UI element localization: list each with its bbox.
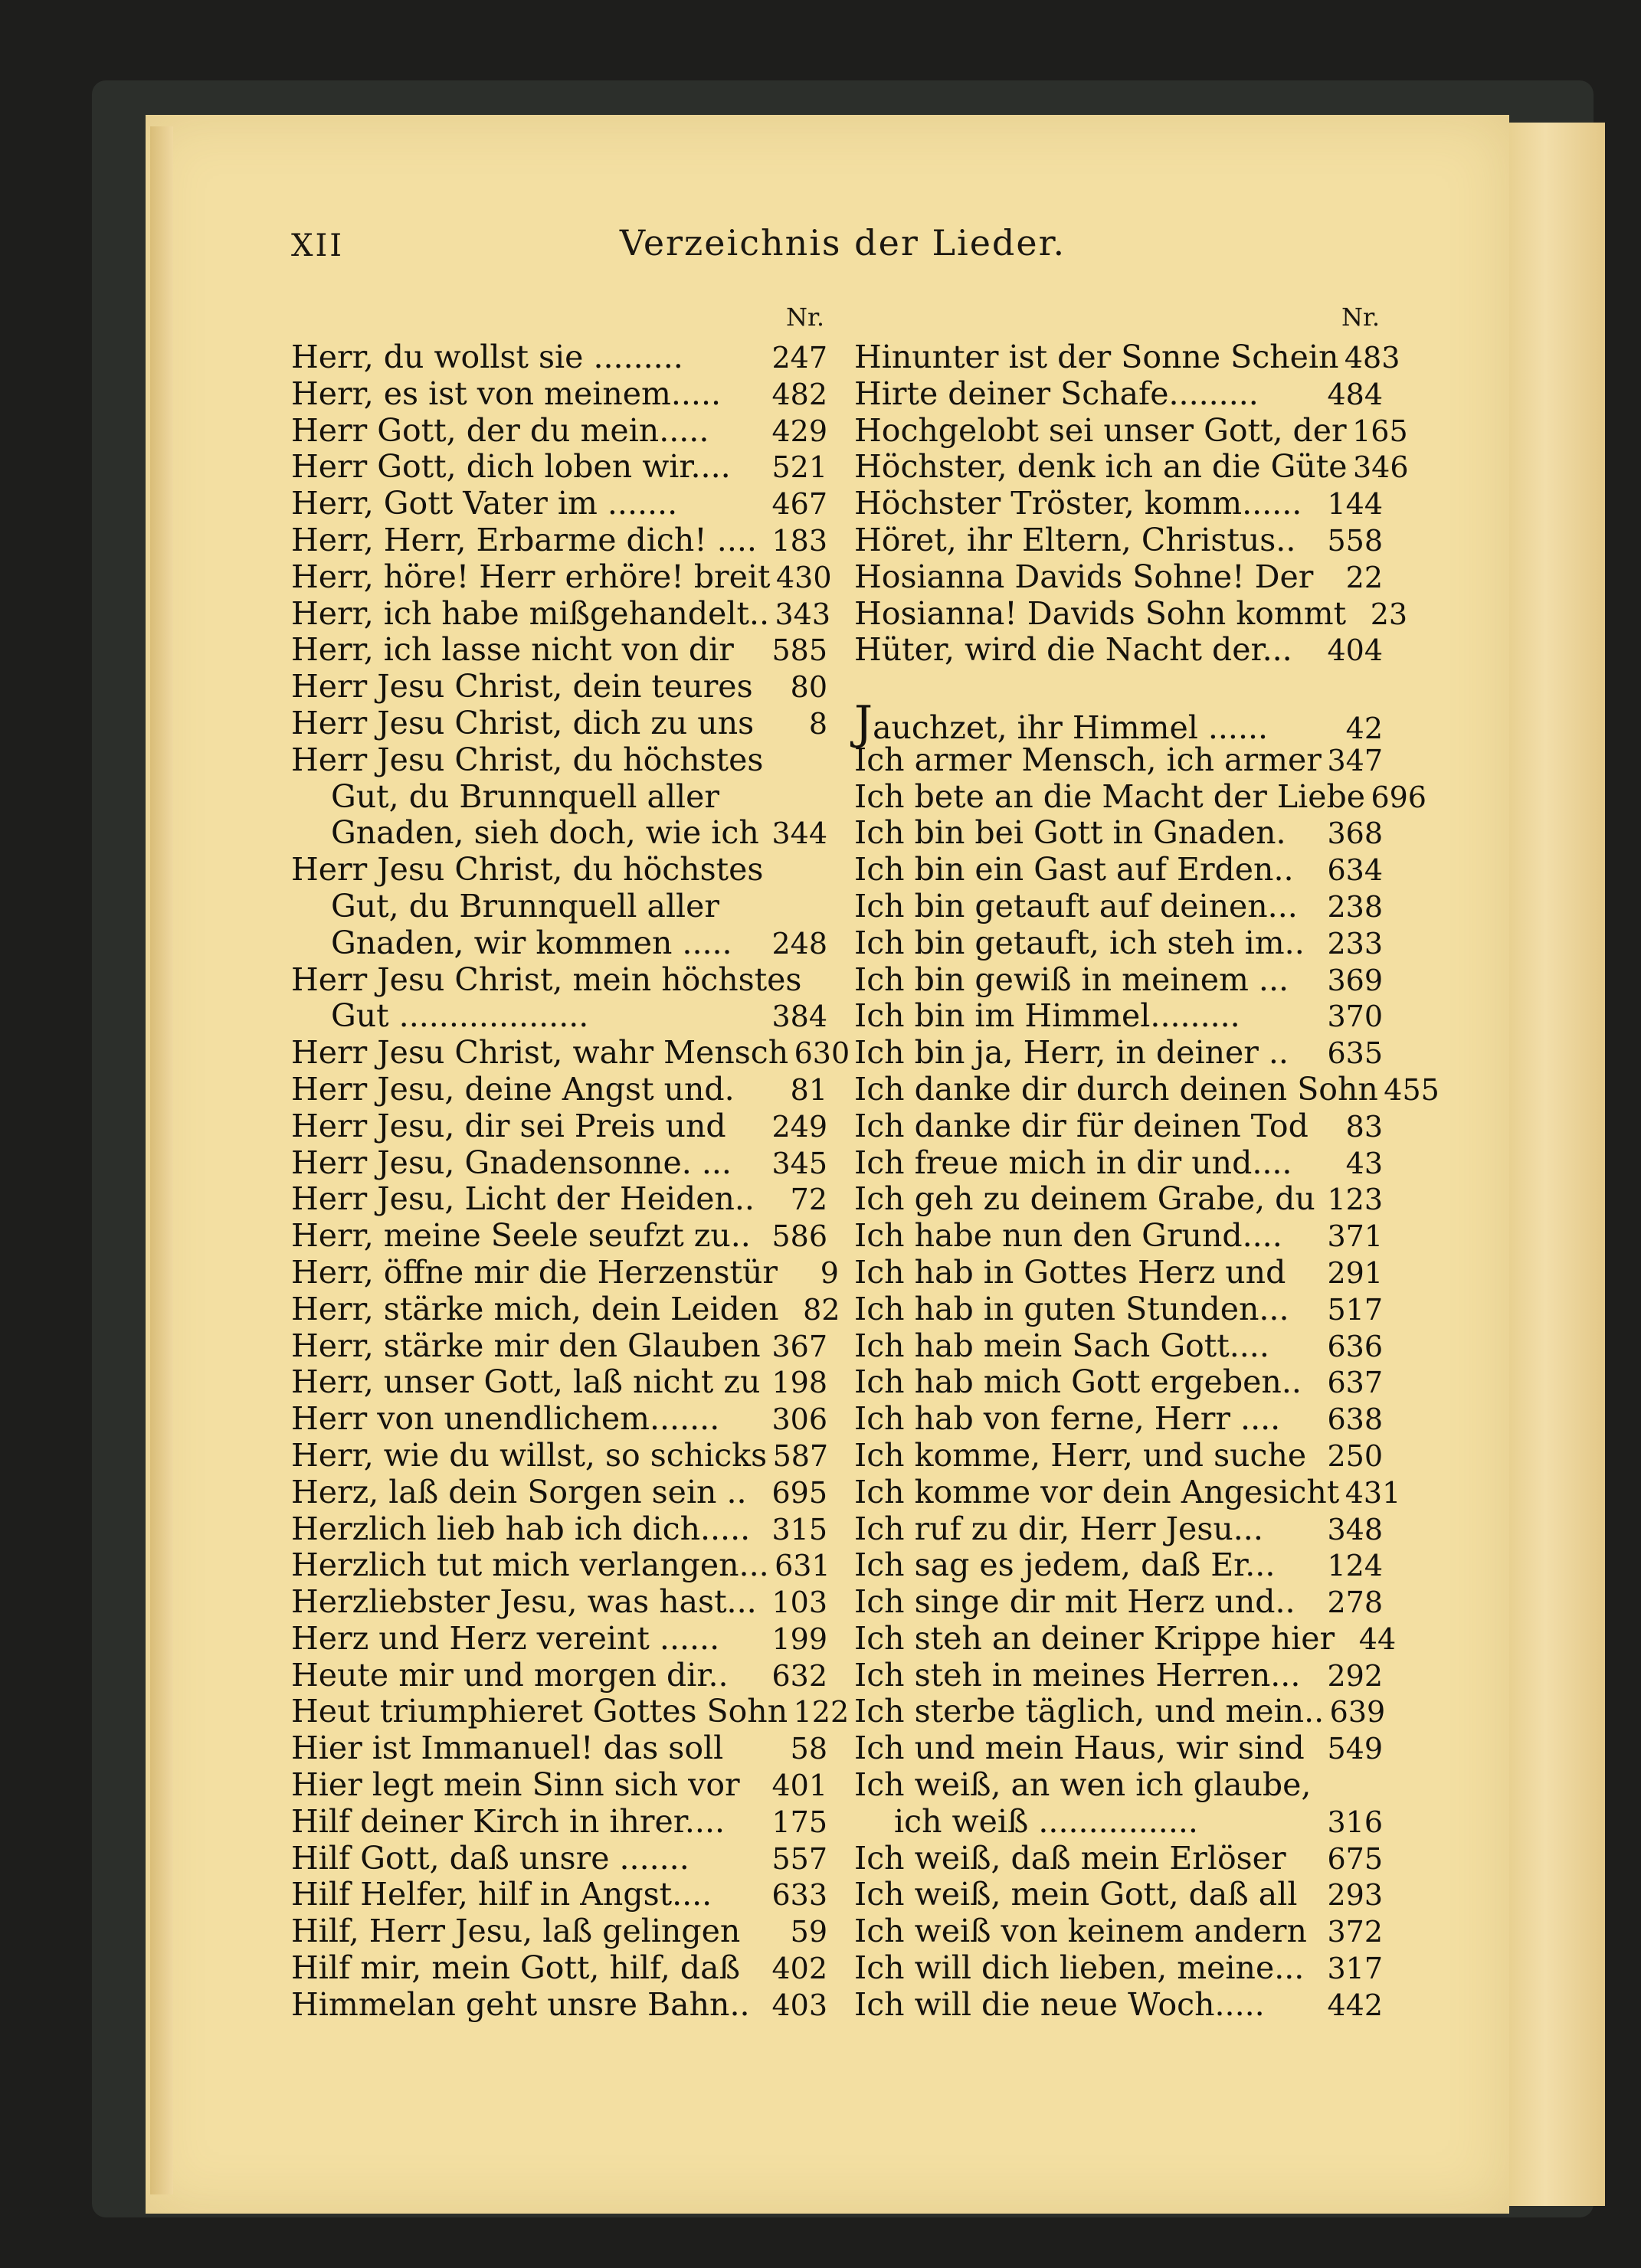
hymn-title: Ich hab in Gottes Herz und xyxy=(854,1253,1286,1291)
hymn-title: Ich steh an deiner Krippe hier xyxy=(854,1619,1335,1657)
index-entry xyxy=(854,1181,1383,1218)
hymn-title: Herr Gott, dich loben wir.... xyxy=(291,448,731,486)
hymn-title: Hilf deiner Kirch in ihrer.... xyxy=(291,1802,726,1840)
index-entry xyxy=(854,486,1383,522)
index-entry xyxy=(291,925,827,962)
hymn-title: Gut, du Brunnquell aller xyxy=(331,777,720,815)
hymn-number: 9 xyxy=(820,1255,839,1290)
index-entry xyxy=(854,1619,1397,1658)
index-entry xyxy=(854,1255,1383,1291)
hymn-number: 369 xyxy=(1327,963,1383,997)
hymn-title: Hüter, wird die Nacht der... xyxy=(854,631,1292,669)
hymn-number: 175 xyxy=(771,1805,827,1839)
hymn-number: 278 xyxy=(1327,1586,1383,1620)
index-entry xyxy=(291,1841,827,1877)
index-entry xyxy=(854,1364,1383,1401)
hymn-number: 346 xyxy=(1352,450,1409,485)
index-entry xyxy=(291,1621,827,1658)
hymn-number: 72 xyxy=(790,1183,827,1217)
hymn-number: 696 xyxy=(1371,780,1426,814)
hymn-number: 637 xyxy=(1327,1366,1383,1400)
hymn-number: 43 xyxy=(1345,1146,1383,1180)
hymn-number: 144 xyxy=(1327,487,1383,522)
index-entry xyxy=(291,1987,827,2024)
page-title: Verzeichnis der Lieder. xyxy=(619,222,1066,263)
index-entry xyxy=(854,1767,1383,1804)
hymn-number: 293 xyxy=(1327,1878,1383,1913)
index-column-right xyxy=(854,303,1440,2024)
hymn-title: Ich sterbe täglich, und mein.. xyxy=(854,1693,1325,1730)
hymn-title: Hier ist Immanuel! das soll xyxy=(291,1730,724,1767)
index-entry xyxy=(854,594,1408,633)
index-entry xyxy=(854,1693,1386,1730)
hymn-number: 695 xyxy=(771,1475,827,1510)
hymn-title: Gut ................... xyxy=(331,997,589,1035)
hymn-title: Herr Jesu, Licht der Heiden.. xyxy=(291,1180,755,1218)
hymn-title: Herr, Gott Vater im ....... xyxy=(291,485,678,522)
hymn-number: 347 xyxy=(1327,743,1383,777)
hymn-number: 558 xyxy=(1327,523,1383,558)
hymn-title: Hilf Helfer, hilf in Angst.... xyxy=(291,1876,712,1913)
index-entry xyxy=(291,1730,827,1767)
index-entry xyxy=(854,1730,1383,1767)
hymn-title: Ich hab mich Gott ergeben.. xyxy=(854,1363,1302,1401)
hymn-title: Höchster, denk ich an die Güte xyxy=(854,448,1348,486)
hymn-title: Ich bete an die Macht der Liebe xyxy=(854,777,1365,815)
index-entry xyxy=(854,852,1383,889)
index-entry xyxy=(291,705,827,742)
hymn-number: 81 xyxy=(790,1072,827,1107)
hymn-title: Herr Jesu Christ, du höchstes xyxy=(291,851,764,889)
hymn-title: Ich bin ein Gast auf Erden.. xyxy=(854,851,1294,889)
index-entry xyxy=(854,522,1383,559)
index-entry xyxy=(291,413,827,450)
next-page-edge xyxy=(1505,123,1605,2206)
hymn-number: 401 xyxy=(771,1769,827,1803)
index-entry xyxy=(854,1547,1383,1584)
hymn-number: 199 xyxy=(771,1622,827,1656)
index-entry xyxy=(291,852,827,889)
hymn-title: Herr Jesu, dir sei Preis und xyxy=(291,1107,726,1144)
hymn-number: 371 xyxy=(1327,1219,1383,1254)
hymn-title: Herr Jesu Christ, dein teures xyxy=(291,668,753,705)
hymn-number: 587 xyxy=(772,1438,829,1473)
index-entry xyxy=(854,559,1383,596)
index-entry xyxy=(291,1253,839,1291)
hymn-title: Jauchzet, ihr Himmel ...... xyxy=(854,695,1269,750)
index-entry xyxy=(291,558,832,596)
hymn-number: 44 xyxy=(1358,1622,1397,1656)
index-entry xyxy=(291,1877,827,1913)
index-entry xyxy=(854,815,1383,852)
hymn-number: 317 xyxy=(1327,1952,1383,1986)
index-entry xyxy=(854,339,1400,376)
index-entry xyxy=(854,1511,1383,1548)
hymn-title: Ich sag es jedem, daß Er... xyxy=(854,1546,1276,1584)
hymn-title: Ich geh zu deinem Grabe, du xyxy=(854,1180,1315,1218)
index-entry xyxy=(854,1913,1383,1950)
hymn-title: Ich komme vor dein Angesicht xyxy=(854,1473,1340,1510)
hymn-title: Ich bin gewiß in meinem ... xyxy=(854,961,1289,998)
hymn-title: Ich will dich lieben, meine... xyxy=(854,1949,1305,1987)
hymn-number: 633 xyxy=(771,1878,827,1913)
hymn-number: 123 xyxy=(1327,1183,1383,1217)
hymn-number: 248 xyxy=(771,926,827,961)
hymn-number: 484 xyxy=(1327,377,1383,411)
hymn-number: 238 xyxy=(1327,889,1383,924)
hymn-number: 431 xyxy=(1345,1475,1401,1510)
hymn-title: Hier legt mein Sinn sich vor xyxy=(291,1766,740,1804)
hymn-number: 103 xyxy=(771,1586,827,1620)
hymn-title: Herr, es ist von meinem..... xyxy=(291,375,722,412)
index-entry xyxy=(854,962,1383,999)
index-entry xyxy=(291,1034,850,1072)
hymn-title: Herr, stärke mich, dein Leiden xyxy=(291,1290,779,1327)
index-entry xyxy=(291,1401,827,1438)
index-entry xyxy=(291,1328,827,1365)
hymn-title: Herr Jesu Christ, du höchstes xyxy=(291,741,764,778)
hymn-title: Herr, höre! Herr erhöre! breit xyxy=(291,558,771,595)
hymn-number: 233 xyxy=(1327,926,1383,961)
hymn-title: Ich armer Mensch, ich armer xyxy=(854,741,1322,778)
hymn-title: Herr, wie du willst, so schicks xyxy=(291,1436,768,1474)
index-entry xyxy=(854,411,1408,450)
index-entry xyxy=(291,339,827,376)
index-entry xyxy=(854,889,1383,925)
hymn-title: Ich und mein Haus, wir sind xyxy=(854,1730,1305,1767)
hymn-title: Gnaden, wir kommen ..... xyxy=(331,924,732,961)
hymn-title: Hosianna Davids Sohne! Der xyxy=(854,558,1314,595)
hymn-number: 404 xyxy=(1327,633,1383,668)
index-entry xyxy=(854,1108,1383,1145)
index-entry xyxy=(291,1438,827,1474)
hymn-number: 638 xyxy=(1327,1402,1383,1437)
hymn-title: Herr Jesu Christ, mein höchstes xyxy=(291,961,802,998)
index-entry xyxy=(291,1145,827,1182)
index-entry xyxy=(291,998,827,1035)
hymn-title: Herr, ich lasse nicht von dir xyxy=(291,631,734,669)
hymn-title: Hilf, Herr Jesu, laß gelingen xyxy=(291,1913,741,1950)
hymn-title: Ich hab von ferne, Herr .... xyxy=(854,1400,1281,1438)
hymn-title: Herr Jesu Christ, wahr Mensch xyxy=(291,1034,789,1072)
index-entry xyxy=(291,594,830,633)
hymn-number: 82 xyxy=(803,1292,840,1327)
index-entry xyxy=(854,1145,1383,1182)
index-entry xyxy=(854,1473,1401,1511)
hymn-title: Ich will die neue Woch..... xyxy=(854,1985,1265,2023)
hymn-number: 249 xyxy=(771,1109,827,1144)
index-entry xyxy=(291,742,827,779)
hymn-title: Herzliebster Jesu, was hast... xyxy=(291,1583,757,1621)
index-entry xyxy=(291,449,827,486)
index-entry xyxy=(854,1950,1383,1987)
hymn-number: 83 xyxy=(1345,1109,1383,1144)
hymn-number: 585 xyxy=(771,633,827,668)
index-entry xyxy=(291,1584,827,1621)
hymn-number: 636 xyxy=(1327,1329,1383,1363)
hymn-number: 183 xyxy=(771,523,827,558)
hymn-number: 344 xyxy=(771,817,827,851)
column-nr-label: Nr. xyxy=(786,303,824,332)
index-entry xyxy=(854,742,1383,779)
hymn-title: Herr Jesu, Gnadensonne. ... xyxy=(291,1144,732,1181)
hymn-number: 634 xyxy=(1327,853,1383,888)
index-entry xyxy=(291,1546,830,1584)
hymn-number: 58 xyxy=(790,1732,827,1766)
hymn-title: Ich habe nun den Grund.... xyxy=(854,1217,1282,1255)
hymn-number: 250 xyxy=(1327,1438,1383,1473)
index-entry xyxy=(854,448,1409,486)
hymn-title: Heute mir und morgen dir.. xyxy=(291,1656,729,1694)
index-entry xyxy=(291,1108,827,1145)
index-entry xyxy=(291,1511,827,1548)
index-entry xyxy=(854,1218,1383,1255)
hymn-number: 315 xyxy=(771,1512,827,1546)
hymn-title: Hilf Gott, daß unsre ....... xyxy=(291,1839,689,1877)
hymn-number: 368 xyxy=(1327,817,1383,851)
hymn-number: 630 xyxy=(794,1036,850,1071)
index-entry xyxy=(291,1767,827,1804)
index-entry xyxy=(291,779,827,816)
hymn-number: 165 xyxy=(1352,414,1408,448)
index-entry xyxy=(291,486,827,522)
hymn-number: 631 xyxy=(775,1549,830,1583)
hymn-title: Ich weiß, daß mein Erlöser xyxy=(854,1839,1286,1877)
hymn-number: 370 xyxy=(1327,1000,1383,1034)
index-entry xyxy=(291,1804,827,1841)
hymn-number: 675 xyxy=(1327,1841,1383,1876)
hymn-number: 403 xyxy=(771,1988,827,2022)
hymn-number: 632 xyxy=(771,1658,827,1693)
index-entry xyxy=(854,1035,1383,1072)
hymn-title: Herr, ich habe mißgehandelt.. xyxy=(291,594,769,632)
hymn-title: Herz, laß dein Sorgen sein .. xyxy=(291,1473,747,1510)
index-entry xyxy=(291,1218,827,1255)
hymn-number: 442 xyxy=(1327,1988,1383,2022)
hymn-title: Herr, meine Seele seufzt zu.. xyxy=(291,1217,751,1255)
index-entry xyxy=(854,1804,1383,1841)
hymn-title: Hilf mir, mein Gott, hilf, daß xyxy=(291,1949,740,1987)
hymn-title: Himmelan geht unsre Bahn.. xyxy=(291,1985,750,2023)
hymn-title: Ich bin getauft auf deinen... xyxy=(854,887,1298,925)
index-entry xyxy=(291,1072,827,1108)
hymn-title: Heut triumphieret Gottes Sohn xyxy=(291,1693,788,1730)
hymn-number: 291 xyxy=(1327,1255,1383,1290)
hymn-number: 455 xyxy=(1384,1072,1440,1107)
hymn-number: 306 xyxy=(771,1402,827,1437)
hymn-number: 521 xyxy=(771,450,827,485)
hymn-number: 22 xyxy=(1345,560,1383,594)
index-entry xyxy=(854,925,1383,962)
hymn-title: Ich hab mein Sach Gott.... xyxy=(854,1327,1269,1364)
hymn-number: 639 xyxy=(1329,1695,1386,1730)
hymn-title: Herz und Herz vereint ...... xyxy=(291,1619,720,1657)
hymn-title: Hosianna! Davids Sohn kommt xyxy=(854,594,1347,632)
hymn-title: Ich weiß, mein Gott, daß all xyxy=(854,1876,1298,1913)
hymn-number: 122 xyxy=(793,1695,850,1730)
index-entry xyxy=(291,1950,827,1987)
index-entry xyxy=(291,1658,827,1694)
page-number: XII xyxy=(291,228,345,263)
index-entry xyxy=(291,962,827,999)
hymn-number: 557 xyxy=(771,1841,827,1876)
hymn-title: Ich bin im Himmel......... xyxy=(854,997,1240,1035)
hymn-title: Herzlich lieb hab ich dich..... xyxy=(291,1510,751,1547)
page-stack-edge xyxy=(150,126,173,2194)
hymn-title: Herr, Herr, Erbarme dich! .... xyxy=(291,521,757,558)
hymn-number: 586 xyxy=(771,1219,827,1254)
index-entry xyxy=(291,889,827,925)
index-entry xyxy=(854,632,1383,669)
hymn-title: Ich bin getauft, ich steh im.. xyxy=(854,924,1305,961)
hymn-number: 483 xyxy=(1344,341,1400,375)
hymn-title: Ich hab in guten Stunden... xyxy=(854,1290,1289,1327)
index-entry xyxy=(854,1987,1383,2024)
hymn-title: Ich danke dir durch deinen Sohn xyxy=(854,1070,1378,1108)
index-entry xyxy=(291,376,827,413)
column-nr-label: Nr. xyxy=(1341,303,1380,332)
hymn-number: 482 xyxy=(771,377,827,411)
hymn-title: Ich weiß von keinem andern xyxy=(854,1913,1307,1950)
hymn-number: 549 xyxy=(1327,1732,1383,1766)
hymn-title: Ich bin bei Gott in Gnaden. xyxy=(854,814,1286,852)
index-entry xyxy=(291,815,827,852)
hymn-number: 635 xyxy=(1327,1036,1383,1071)
hymn-title: Hinunter ist der Sonne Schein xyxy=(854,339,1339,375)
hymn-number: 384 xyxy=(771,1000,827,1034)
index-entry xyxy=(854,1328,1383,1365)
hymn-number: 343 xyxy=(775,597,830,631)
index-entry xyxy=(291,1913,827,1950)
hymn-number: 59 xyxy=(790,1915,827,1949)
hymn-number: 372 xyxy=(1327,1915,1383,1949)
hymn-title: Ich singe dir mit Herz und.. xyxy=(854,1583,1295,1621)
hymn-number: 316 xyxy=(1327,1805,1383,1839)
index-entry xyxy=(291,522,827,559)
hymn-number: 348 xyxy=(1327,1512,1383,1546)
hymn-number: 247 xyxy=(771,341,827,375)
hymn-title: Herr, unser Gott, laß nicht zu xyxy=(291,1363,761,1401)
index-entry xyxy=(854,1291,1383,1328)
hymn-number: 42 xyxy=(1345,711,1383,745)
hymn-title: Hochgelobt sei unser Gott, der xyxy=(854,411,1347,449)
hymn-number: 124 xyxy=(1327,1549,1383,1583)
hymn-number: 80 xyxy=(790,670,827,705)
index-entry xyxy=(854,376,1383,413)
index-entry xyxy=(854,1584,1383,1621)
index-entry xyxy=(854,998,1383,1035)
hymn-title: Herr Gott, der du mein..... xyxy=(291,411,709,449)
index-entry xyxy=(854,1401,1383,1438)
index-entry xyxy=(854,1841,1383,1877)
hymn-title: Ich freue mich in dir und.... xyxy=(854,1144,1292,1181)
hymn-title: Höret, ihr Eltern, Christus.. xyxy=(854,521,1296,558)
index-entry xyxy=(291,1693,850,1730)
hymn-number: 23 xyxy=(1370,597,1408,631)
index-entry xyxy=(291,1474,827,1511)
hymn-number: 429 xyxy=(771,414,827,448)
hymn-title: Herr Jesu, deine Angst und. xyxy=(291,1070,735,1108)
hymn-title: Ich steh in meines Herren... xyxy=(854,1656,1301,1694)
hymn-title: Ich ruf zu dir, Herr Jesu... xyxy=(854,1510,1263,1547)
index-entry xyxy=(291,1364,827,1401)
hymn-number: 430 xyxy=(775,560,832,594)
index-entry xyxy=(854,695,1383,750)
hymn-number: 467 xyxy=(771,487,827,522)
index-entry xyxy=(291,632,827,669)
index-entry xyxy=(854,1070,1440,1108)
hymn-title: Ich bin ja, Herr, in deiner .. xyxy=(854,1034,1289,1072)
section-gap xyxy=(854,669,1383,705)
index-entry xyxy=(291,669,827,705)
hymn-number: 292 xyxy=(1327,1658,1383,1693)
hymn-title: Höchster Tröster, komm...... xyxy=(854,485,1302,522)
hymn-title: Hirte deiner Schafe......... xyxy=(854,375,1259,412)
index-entry xyxy=(854,1438,1383,1474)
index-column-left xyxy=(291,303,850,2024)
hymn-number: 8 xyxy=(808,706,827,741)
hymn-title: Herr von unendlichem....... xyxy=(291,1400,720,1438)
hymn-number: 198 xyxy=(771,1366,827,1400)
index-entry xyxy=(854,1877,1383,1913)
hymn-title: Ich komme, Herr, und suche xyxy=(854,1436,1307,1474)
hymn-title: Herr, öffne mir die Herzenstür xyxy=(291,1253,778,1291)
hymn-number: 367 xyxy=(771,1329,827,1363)
hymn-title: Gnaden, sieh doch, wie ich xyxy=(331,814,759,852)
hymn-title: ich weiß ................ xyxy=(894,1802,1198,1840)
index-entry xyxy=(291,1290,840,1328)
hymn-title: Herr Jesu Christ, dich zu uns xyxy=(291,704,755,741)
hymn-number: 345 xyxy=(771,1146,827,1180)
hymn-number: 517 xyxy=(1327,1292,1383,1327)
hymn-title: Ich weiß, an wen ich glaube, xyxy=(854,1766,1312,1804)
hymn-title: Ich danke dir für deinen Tod xyxy=(854,1107,1309,1144)
hymn-title: Herr, du wollst sie ......... xyxy=(291,339,683,375)
index-entry xyxy=(291,1181,827,1218)
hymn-title: Herr, stärke mir den Glauben xyxy=(291,1327,761,1364)
index-entry xyxy=(854,777,1426,816)
hymn-title: Gut, du Brunnquell aller xyxy=(331,887,720,925)
index-entry xyxy=(854,1658,1383,1694)
hymn-number: 402 xyxy=(771,1952,827,1986)
page-header xyxy=(291,222,1394,274)
hymn-title: Herzlich tut mich verlangen... xyxy=(291,1546,769,1584)
